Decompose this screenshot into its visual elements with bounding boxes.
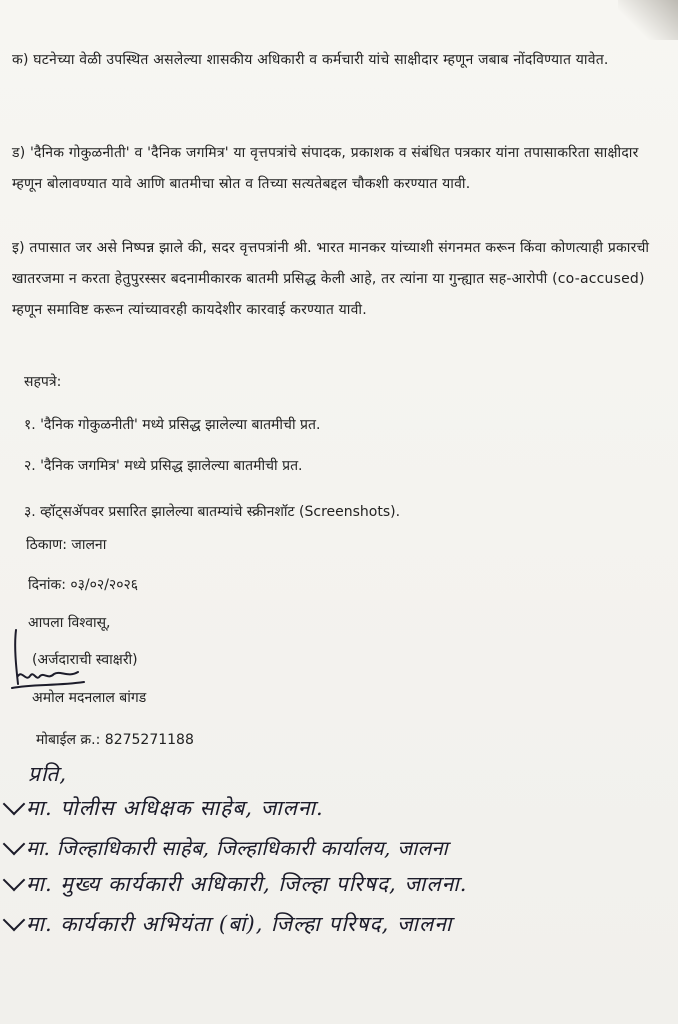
handwritten-recipient-4: मा. कार्यकारी अभियंता (बां), जिल्हा परिषद, जालना: [26, 912, 453, 936]
handwritten-recipient-2: मा. जिल्हाधिकारी साहेब, जिल्हाधिकारी कार्यालय, जालना: [26, 836, 449, 860]
enclosure-item-1: १. 'दैनिक गोकुळनीती' मध्ये प्रसिद्ध झालेल्या बातमीची प्रत.: [24, 417, 321, 433]
handwritten-recipient-1: मा. पोलीस अधिक्षक साहेब, जालना.: [26, 796, 324, 820]
enclosures-heading: सहपत्रे:: [24, 374, 62, 390]
checkmark-icon: [3, 909, 26, 932]
enclosure-item-2: २. 'दैनिक जगमित्र' मध्ये प्रसिद्ध झालेल्या बातमीची प्रत.: [24, 458, 303, 474]
checkmark-icon: [3, 869, 26, 892]
handwritten-to: प्रति,: [28, 762, 68, 786]
date: दिनांक: ०३/०२/२०२६: [28, 577, 139, 593]
handwritten-recipient-3: मा. मुख्य कार्यकारी अधिकारी, जिल्हा परिषद, जालना.: [26, 872, 468, 896]
applicant-name: अमोल मदनलाल बांगड: [32, 690, 147, 706]
page-corner-shadow: [618, 0, 678, 40]
mobile-number: मोबाईल क्र.: 8275271188: [36, 732, 194, 748]
signature-label: (अर्जदाराची स्वाक्षरी): [32, 652, 138, 668]
checkmark-icon: [3, 793, 26, 816]
paragraph-k: क) घटनेच्या वेळी उपस्थित असलेल्या शासकीय अधिकारी व कर्मचारी यांचे साक्षीदार म्हणून जबाब नोंदविण्यात यावेत.: [12, 52, 609, 68]
paragraph-i: इ) तपासात जर असे निष्पन्न झाले की, सदर वृत्तपत्रांनी श्री. भारत मानकर यांच्याशी संगनमत करून किंवा कोणत्याही प्रकारची खातरजमा न करता हेतुपुरस्सर बदनामीकारक बातमी प्रसिद्ध केली आहे, तर त्यांना या गुन्ह्यात सह-आरोपी (co-accused) म्हणून समाविष्ट करून त्यांच्यावरही कायदेशीर कारवाई करण्यात यावी.: [12, 240, 650, 318]
paragraph-d: ड) 'दैनिक गोकुळनीती' व 'दैनिक जगमित्र' या वृत्तपत्रांचे संपादक, प्रकाशक व संबंधित पत्रकार यांना तपासाकरिता साक्षीदार म्हणून बोलावण्यात यावे आणि बातमीचा स्रोत व तिच्या सत्यतेबद्दल चौकशी करण्यात यावी.: [12, 145, 639, 192]
enclosure-item-3: ३. व्हॉट्सॲपवर प्रसारित झालेल्या बातम्यांचे स्क्रीनशॉट (Screenshots).: [24, 504, 401, 520]
checkmark-icon: [3, 833, 26, 856]
place: ठिकाण: जालना: [26, 537, 107, 553]
closing: आपला विश्वासू,: [28, 615, 111, 631]
